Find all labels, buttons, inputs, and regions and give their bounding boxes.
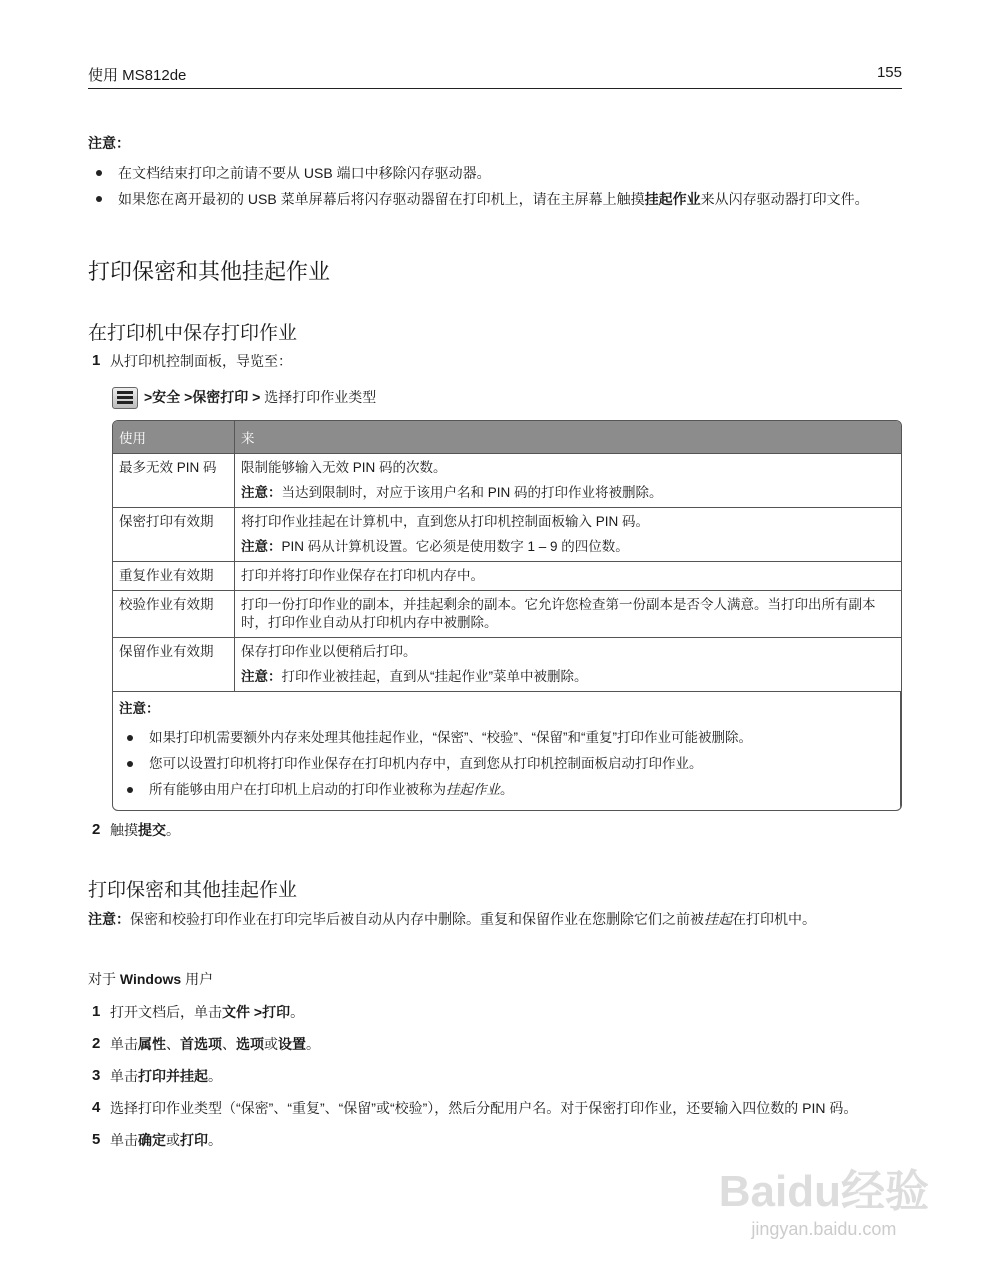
step-text: 或 [166,1132,180,1148]
watermark-url: jingyan.baidu.com [751,1219,897,1239]
submit-term: 提交 [138,822,166,838]
notes-label: 注意： [88,135,130,151]
page-number: 155 [876,64,902,81]
row-use: 保密打印有效期 [113,508,235,562]
row-use: 重复作业有效期 [113,562,235,591]
note-item [88,163,902,183]
step-bold: 首选项 [180,1036,222,1052]
note-text: 在文档结束打印之前请不要从 USB 端口中移除闪存驱动器。 [118,165,491,181]
note-text: 来从闪存驱动器打印文件。 [700,191,869,207]
sub2-note [88,909,902,930]
note-text: 。 [500,782,514,797]
step-number: 3 [92,1067,101,1084]
note-item [88,189,902,209]
note-label: 注意： [241,539,282,554]
row-use: 最多无效 PIN 码 [113,454,235,508]
step-number: 4 [92,1099,101,1116]
step-text: 单击 [110,1132,138,1148]
page-header [88,64,902,89]
step-1 [88,351,902,371]
note-text: 保密和校验打印作业在打印完毕后被自动从内存中删除。重复和保留作业在您删除它们之前被 [130,911,704,927]
note-text: 如果您在离开最初的 USB 菜单屏幕后将闪存驱动器留在打印机上，请在主屏幕上触摸 [118,191,645,207]
step-number: 1 [92,352,101,369]
step [88,1002,902,1022]
col-header-use: 使用 [113,421,235,454]
step-text: 单击 [110,1036,138,1052]
step-number: 5 [92,1131,101,1148]
step-text: 。 [208,1068,222,1084]
held-term: 挂起 [704,911,732,927]
heading-bold: Windows [119,971,182,987]
step [88,1130,902,1150]
step [88,1098,902,1118]
step-bold: 打印 [180,1132,208,1148]
table-row [113,508,901,562]
note-label: 注意： [241,669,282,684]
row-desc: 保存打印作业以便稍后打印。 [241,644,417,659]
row-desc: 将打印作业挂起在计算机中，直到您从打印机控制面板输入 PIN 码。 [241,514,650,529]
step-bold: 选项 [236,1036,264,1052]
row-desc: 打印并将打印作业保存在打印机内存中。 [241,568,484,583]
step-text: 单击 [110,1068,138,1084]
step-bold: 文件 >打印 [222,1004,291,1020]
table-row [113,591,901,638]
row-use: 保留作业有效期 [113,638,235,692]
baidu-watermark [719,1155,929,1240]
table-row [113,638,901,692]
step-text: 。 [208,1132,222,1148]
row-note: 当达到限制时，对应于该用户名和 PIN 码的打印作业将被删除。 [281,485,663,500]
col-header-to: 来 [235,421,901,454]
menu-icon [112,387,138,409]
windows-heading [88,969,902,989]
step-text: 。 [306,1036,320,1052]
watermark-logo: Baidu经验 [718,1167,929,1216]
path-text: 选择打印作业类型 [260,389,377,405]
header-title: 使用 MS812de [88,67,187,84]
step-bold: 确定 [138,1132,166,1148]
step [88,1034,902,1054]
row-note: PIN 码从计算机设置。它必须是使用数字 1 – 9 的四位数。 [281,539,629,554]
note-label: 注意： [88,911,130,927]
step-text: 。 [290,1004,305,1020]
step-number: 2 [92,1035,101,1052]
step-text: 从打印机控制面板，导览至： [110,353,292,369]
step-text: 打开文档后，单击 [110,1004,222,1020]
note-text: 所有能够由用户在打印机上启动的打印作业被称为 [149,782,446,797]
step [88,1066,902,1086]
table-notes [113,692,901,810]
settings-table [112,420,902,811]
heading-text: 用户 [181,971,214,987]
row-desc: 限制能够输入无效 PIN 码的次数。 [241,460,447,475]
table-row [113,454,901,508]
notes-label: 注意： [119,701,160,716]
step-2 [88,820,902,840]
step-text: 。 [166,822,180,838]
step-number: 2 [92,821,101,838]
menu-path [112,387,902,409]
step-bold: 设置 [278,1036,306,1052]
step-text: 、 [166,1036,180,1052]
row-desc: 打印一份打印作业的副本，并挂起剩余的副本。它允许您检查第一份副本是否令人满意。当打印出所有副本时，打印作业自动从打印机内存中被删除。 [241,597,876,630]
held-jobs-term: 挂起作业 [446,782,500,797]
step-text: 或 [264,1036,278,1052]
note-item [119,780,894,800]
row-use: 校验作业有效期 [113,591,235,638]
step-text: 选择打印作业类型（“保密”、“重复”、“保留”或“校验”），然后分配用户名。对于保密打印作业，还要输入四位数的 PIN 码。 [110,1100,858,1116]
note-label: 注意： [241,485,282,500]
top-notes [88,133,902,215]
table-row [113,562,901,591]
windows-steps [88,1002,902,1150]
step-text: 触摸 [110,822,138,838]
step-text: 、 [222,1036,236,1052]
subsection-title: 打印保密和其他挂起作业 [88,880,298,901]
heading-text: 对于 [88,971,120,987]
step-number: 1 [92,1003,101,1020]
held-jobs-term: 挂起作业 [644,191,701,207]
row-note: 打印作业被挂起，直到从“挂起作业”菜单中被删除。 [281,669,588,684]
step-bold: 打印并挂起 [138,1068,208,1084]
note-text: 在打印机中。 [732,911,816,927]
note-item: 如果打印机需要额外内存来处理其他挂起作业，“保密”、“校验”、“保留”和“重复”打印作业可能被删除。 [119,728,894,748]
note-item: 您可以设置打印机将打印作业保存在打印机内存中，直到您从打印机控制面板启动打印作业。 [119,754,894,774]
path-bold: >安全 >保密打印 > [144,389,261,405]
section-title: 打印保密和其他挂起作业 [88,259,331,284]
step-bold: 属性 [138,1036,166,1052]
subsection-title: 在打印机中保存打印作业 [88,323,298,344]
